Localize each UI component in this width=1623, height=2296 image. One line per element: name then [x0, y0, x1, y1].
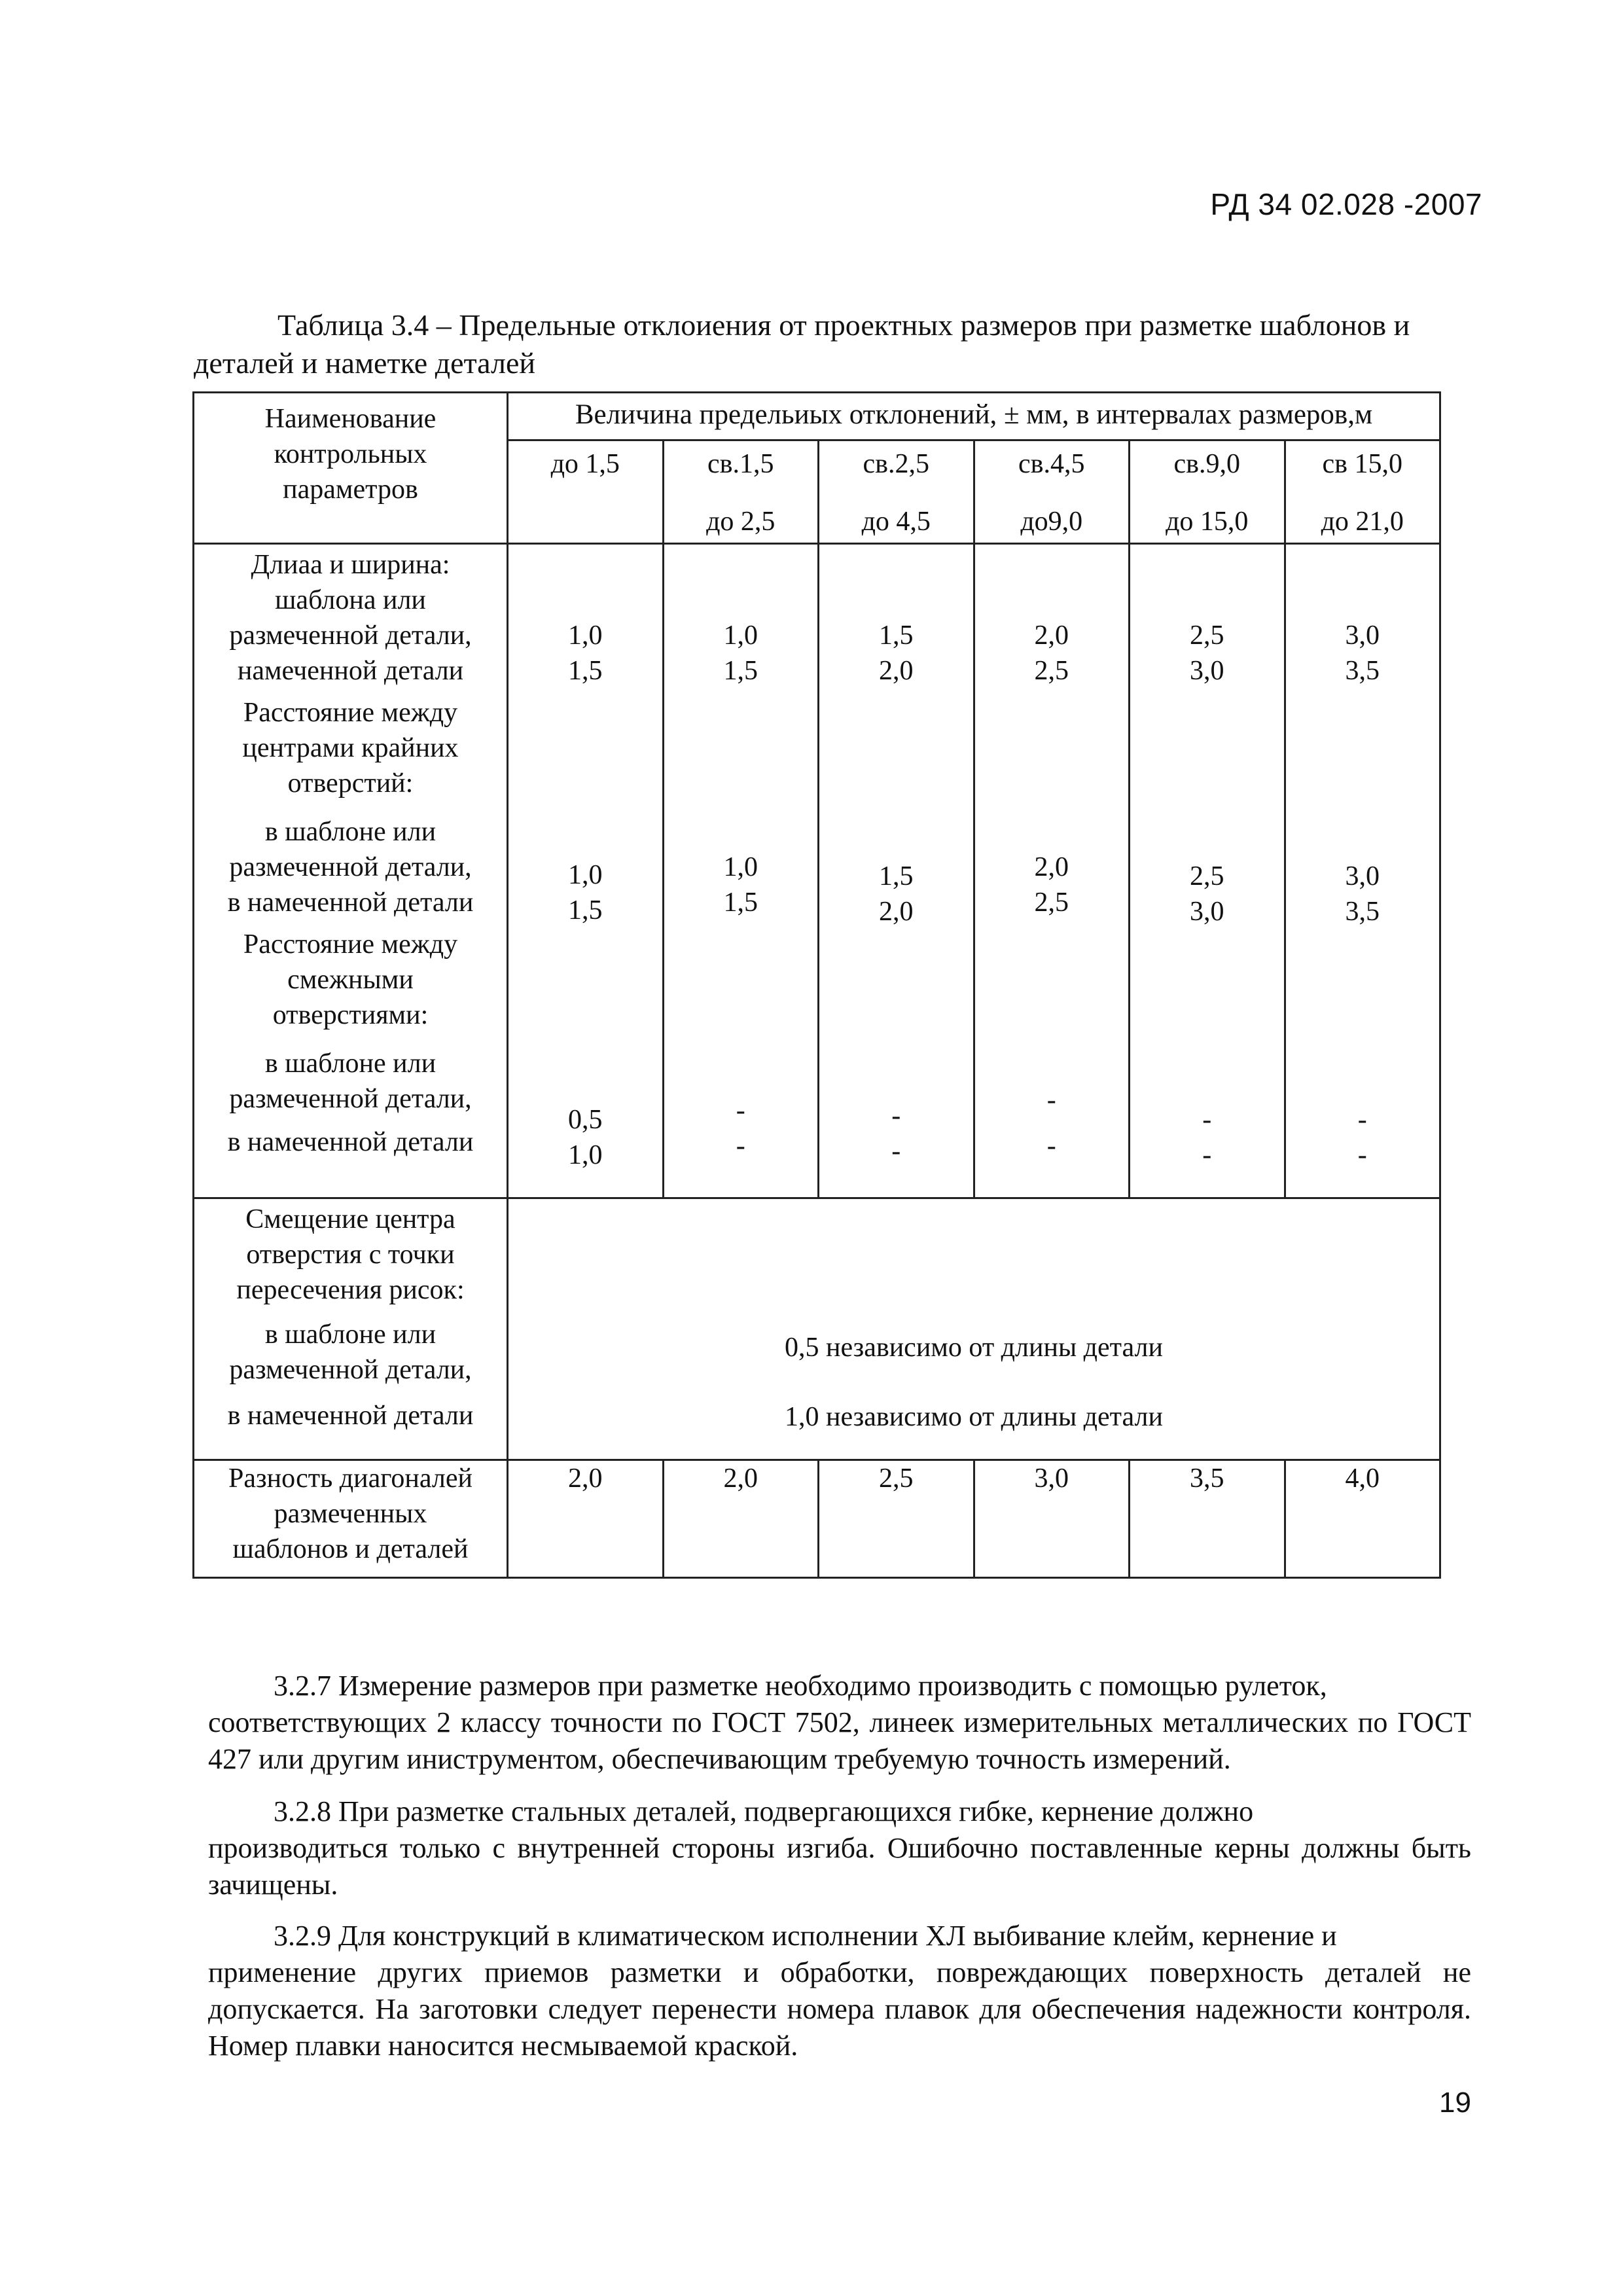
center-offset-names-cell [194, 1198, 508, 1460]
param-header-line: контрольных [274, 439, 427, 469]
value: 3,0 [1345, 861, 1380, 891]
param-line: Расстояние между [243, 698, 458, 728]
param-line: Расстояние между [243, 929, 458, 960]
center-offset-marked-value: 0,5 независимо от длины детали [785, 1333, 1163, 1363]
diagonals-row [194, 1460, 1440, 1578]
param-line: смежными [287, 965, 414, 995]
param-header-line: Наименование [264, 404, 437, 434]
range-from: св 15,0 [1322, 449, 1402, 479]
range-cell [1285, 440, 1440, 544]
diagonal-value: 3,5 [1130, 1460, 1285, 1578]
page-number: 19 [1439, 2087, 1471, 2119]
value: - [1357, 1140, 1367, 1170]
range-to: до 2,5 [706, 507, 776, 537]
value: 2,0 [879, 897, 914, 927]
value: 2,5 [1190, 861, 1224, 891]
paragraph-3-2-9 [208, 1918, 1471, 2064]
diagonal-value: 3,0 [974, 1460, 1130, 1578]
value: 1,5 [568, 895, 603, 925]
range-from: св.2,5 [863, 449, 929, 479]
value: 2,5 [1190, 620, 1224, 651]
document-code: РД 34 02.028 -2007 [1210, 187, 1482, 221]
value-column [663, 544, 819, 1198]
param-line: в шаблоне или [264, 817, 437, 847]
caption-line-2: деталей и наметке деталей [194, 346, 535, 380]
value: 2,5 [1034, 888, 1069, 918]
range-cell [974, 440, 1130, 544]
value: 1,0 [723, 620, 758, 651]
param-line: в шаблоне или [264, 1319, 437, 1350]
value: 2,0 [1034, 620, 1069, 651]
param-line: шаблона или [275, 585, 426, 615]
range-from: св.9,0 [1173, 449, 1240, 479]
diagonal-value: 2,5 [819, 1460, 974, 1578]
range-cell [508, 440, 664, 544]
value: - [891, 1101, 901, 1131]
param-header-line: параметров [283, 475, 418, 505]
paragraph-rest: соответствующих 2 классу точности по ГОСТ 7502, линеек измерительных металлических по ГОСТ 427 или другим иниструментом, обеспечивающим требуемую точность измерений. [208, 1706, 1471, 1775]
param-line: центрами крайних [242, 733, 459, 763]
value: - [736, 1131, 745, 1161]
range-to: до 21,0 [1321, 507, 1404, 537]
diagonal-value: 4,0 [1285, 1460, 1440, 1578]
value-header-cell: Величина предельиых отклонений, ± мм, в интервалах размеров,м [508, 393, 1440, 440]
value: 3,0 [1190, 656, 1224, 686]
value: 1,5 [723, 656, 758, 686]
value: - [1202, 1140, 1212, 1170]
range-cell [819, 440, 974, 544]
value: 3,0 [1190, 897, 1224, 927]
value: 1,0 [568, 620, 603, 651]
param-line: в шаблоне или [264, 1049, 437, 1079]
value: - [1357, 1105, 1367, 1135]
param-line: отверстиями: [272, 1000, 429, 1030]
paragraph-3-2-7 [208, 1668, 1471, 1778]
value: 3,5 [1345, 897, 1380, 927]
value: - [736, 1096, 745, 1126]
range-cell [1130, 440, 1285, 544]
value: - [1202, 1105, 1212, 1135]
value: 2,5 [1034, 656, 1069, 686]
param-line: размеченной детали, [229, 1355, 472, 1385]
value: 1,0 [568, 1140, 603, 1170]
value: - [1046, 1131, 1056, 1161]
center-offset-punched-value: 1,0 независимо от длины детали [785, 1402, 1163, 1432]
value: 1,0 [723, 852, 758, 882]
param-line: отверстий: [287, 768, 414, 798]
diagonal-value: 2,0 [508, 1460, 664, 1578]
value: - [1046, 1085, 1056, 1115]
value: 1,5 [568, 656, 603, 686]
param-line: пересечения рисок: [236, 1275, 465, 1305]
table-header-row [194, 393, 1440, 440]
param-line: в намеченной детали [227, 1401, 474, 1431]
center-offset-row [194, 1198, 1440, 1460]
param-names-cell [194, 544, 508, 1198]
value: 1,5 [723, 888, 758, 918]
diagonal-value: 2,0 [663, 1460, 819, 1578]
param-line: Длиаа и ширина: [251, 550, 450, 580]
value: 1,5 [879, 861, 914, 891]
range-to: до 4,5 [861, 507, 931, 537]
center-offset-merged-cell [508, 1198, 1440, 1460]
value: 3,5 [1345, 656, 1380, 686]
value: 3,0 [1345, 620, 1380, 651]
param-line: в намеченной детали [227, 888, 474, 918]
deviation-table [192, 391, 1439, 1579]
range-from: св.1,5 [707, 449, 774, 479]
param-header-cell [194, 393, 508, 544]
param-line: размеченной детали, [229, 852, 472, 882]
value: 2,0 [1034, 852, 1069, 882]
value-column [1285, 544, 1440, 1198]
range-from: св.4,5 [1018, 449, 1085, 479]
paragraph-3-2-8 [208, 1793, 1471, 1903]
param-line: намеченной детали [237, 656, 464, 686]
param-line: размеченной детали, [229, 620, 472, 651]
value-column [819, 544, 974, 1198]
param-line: Смещение центра [245, 1204, 455, 1234]
range-to: до 15,0 [1166, 507, 1249, 537]
param-line: размеченных [274, 1499, 427, 1529]
paragraph-rest: производиться только с внутренней стороны изгиба. Ошибочно поставленные керны должны быть зачищены. [208, 1832, 1471, 1901]
value: - [891, 1136, 901, 1166]
param-line: Разность диагоналей [228, 1463, 473, 1494]
value-column [508, 544, 664, 1198]
table-caption [194, 306, 1457, 382]
param-line: размеченной детали, [229, 1084, 472, 1114]
value: 2,0 [879, 656, 914, 686]
caption-line-1: Таблица 3.4 – Предельные отклоиения от проектных размеров при разметке шаблонов и [277, 308, 1410, 342]
range-cell [663, 440, 819, 544]
param-line: шаблонов и деталей [232, 1534, 469, 1564]
params-body-row [194, 544, 1440, 1198]
value: 1,0 [568, 860, 603, 890]
paragraph-first-line: 3.2.7 Измерение размеров при разметке необходимо производить с помощью рулеток, [274, 1670, 1327, 1702]
value-column [974, 544, 1130, 1198]
paragraph-rest: применение других приемов разметки и обработки, повреждающих поверхность деталей не допускается. На заготовки следует перенести номера плавок для обеспечения надежности контроля. Номер плавки наносится несмываемой краской. [208, 1956, 1471, 2062]
value: 1,5 [879, 620, 914, 651]
value: 0,5 [568, 1105, 603, 1135]
paragraph-first-line: 3.2.9 Для конструкций в климатическом исполнении ХЛ выбивание клейм, кернение и [274, 1920, 1337, 1952]
paragraph-first-line: 3.2.8 При разметке стальных деталей, подвергающихся гибке, кернение должно [274, 1795, 1254, 1827]
range-to: до9,0 [1020, 507, 1083, 537]
range-from: до 1,5 [550, 449, 620, 479]
param-line: отверстия с точки [246, 1240, 455, 1270]
diagonals-names-cell [194, 1460, 508, 1578]
param-line: в намеченной детали [227, 1127, 474, 1157]
value-column [1130, 544, 1285, 1198]
